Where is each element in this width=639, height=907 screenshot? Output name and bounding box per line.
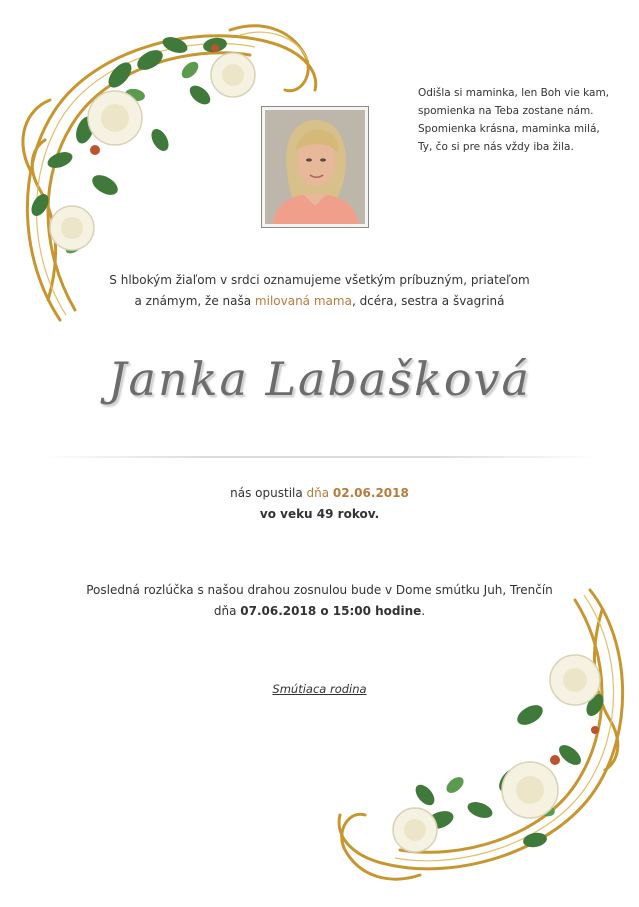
death-date-line <box>0 483 639 504</box>
poem-line: Odišla si maminka, len Boh vie kam, <box>418 87 610 99</box>
death-info <box>0 483 639 525</box>
announcement-text: a známym, že naša <box>134 294 255 308</box>
funeral-suffix: . <box>421 604 426 618</box>
divider <box>40 456 600 458</box>
announcement-highlight: milovaná mama <box>254 294 352 308</box>
announcement-line-1: S hlbokým žiaľom v srdci oznamujeme všetkým príbuzným, priateľom <box>109 273 530 287</box>
deceased-name: Janka Labašková <box>108 352 531 406</box>
signature: Smútiaca rodina <box>272 682 367 696</box>
portrait-photo-frame <box>261 106 369 228</box>
funeral-date-word: dňa <box>213 604 241 618</box>
announcement <box>0 270 639 312</box>
poem-line: spomienka na Teba zostane nám. <box>418 105 594 117</box>
poem-line: Ty, čo si pre nás vždy iba žila. <box>418 141 574 153</box>
death-date: 02.06.2018 <box>332 486 409 500</box>
portrait-photo-icon <box>265 110 365 224</box>
poem-line: Spomienka krásna, maminka milá, <box>418 123 600 135</box>
poem <box>418 84 628 156</box>
funeral-line-1: Posledná rozlúčka s našou drahou zosnulou bude v Dome smútku Juh, Trenčín <box>86 583 553 597</box>
floral-ornament-bottom-right <box>330 580 639 907</box>
death-date-word: dňa <box>306 486 333 500</box>
funeral-datetime: 07.06.2018 o 15:00 hodine <box>240 604 422 618</box>
death-age-line <box>0 504 639 525</box>
death-age: vo veku 49 rokov. <box>259 507 380 521</box>
funeral-line-2 <box>0 601 639 622</box>
announcement-line-2 <box>0 291 639 312</box>
announcement-text: , dcéra, sestra a švagriná <box>351 294 505 308</box>
funeral-info <box>0 580 639 622</box>
portrait-photo <box>265 110 365 224</box>
death-prefix: nás opustila <box>230 486 307 500</box>
